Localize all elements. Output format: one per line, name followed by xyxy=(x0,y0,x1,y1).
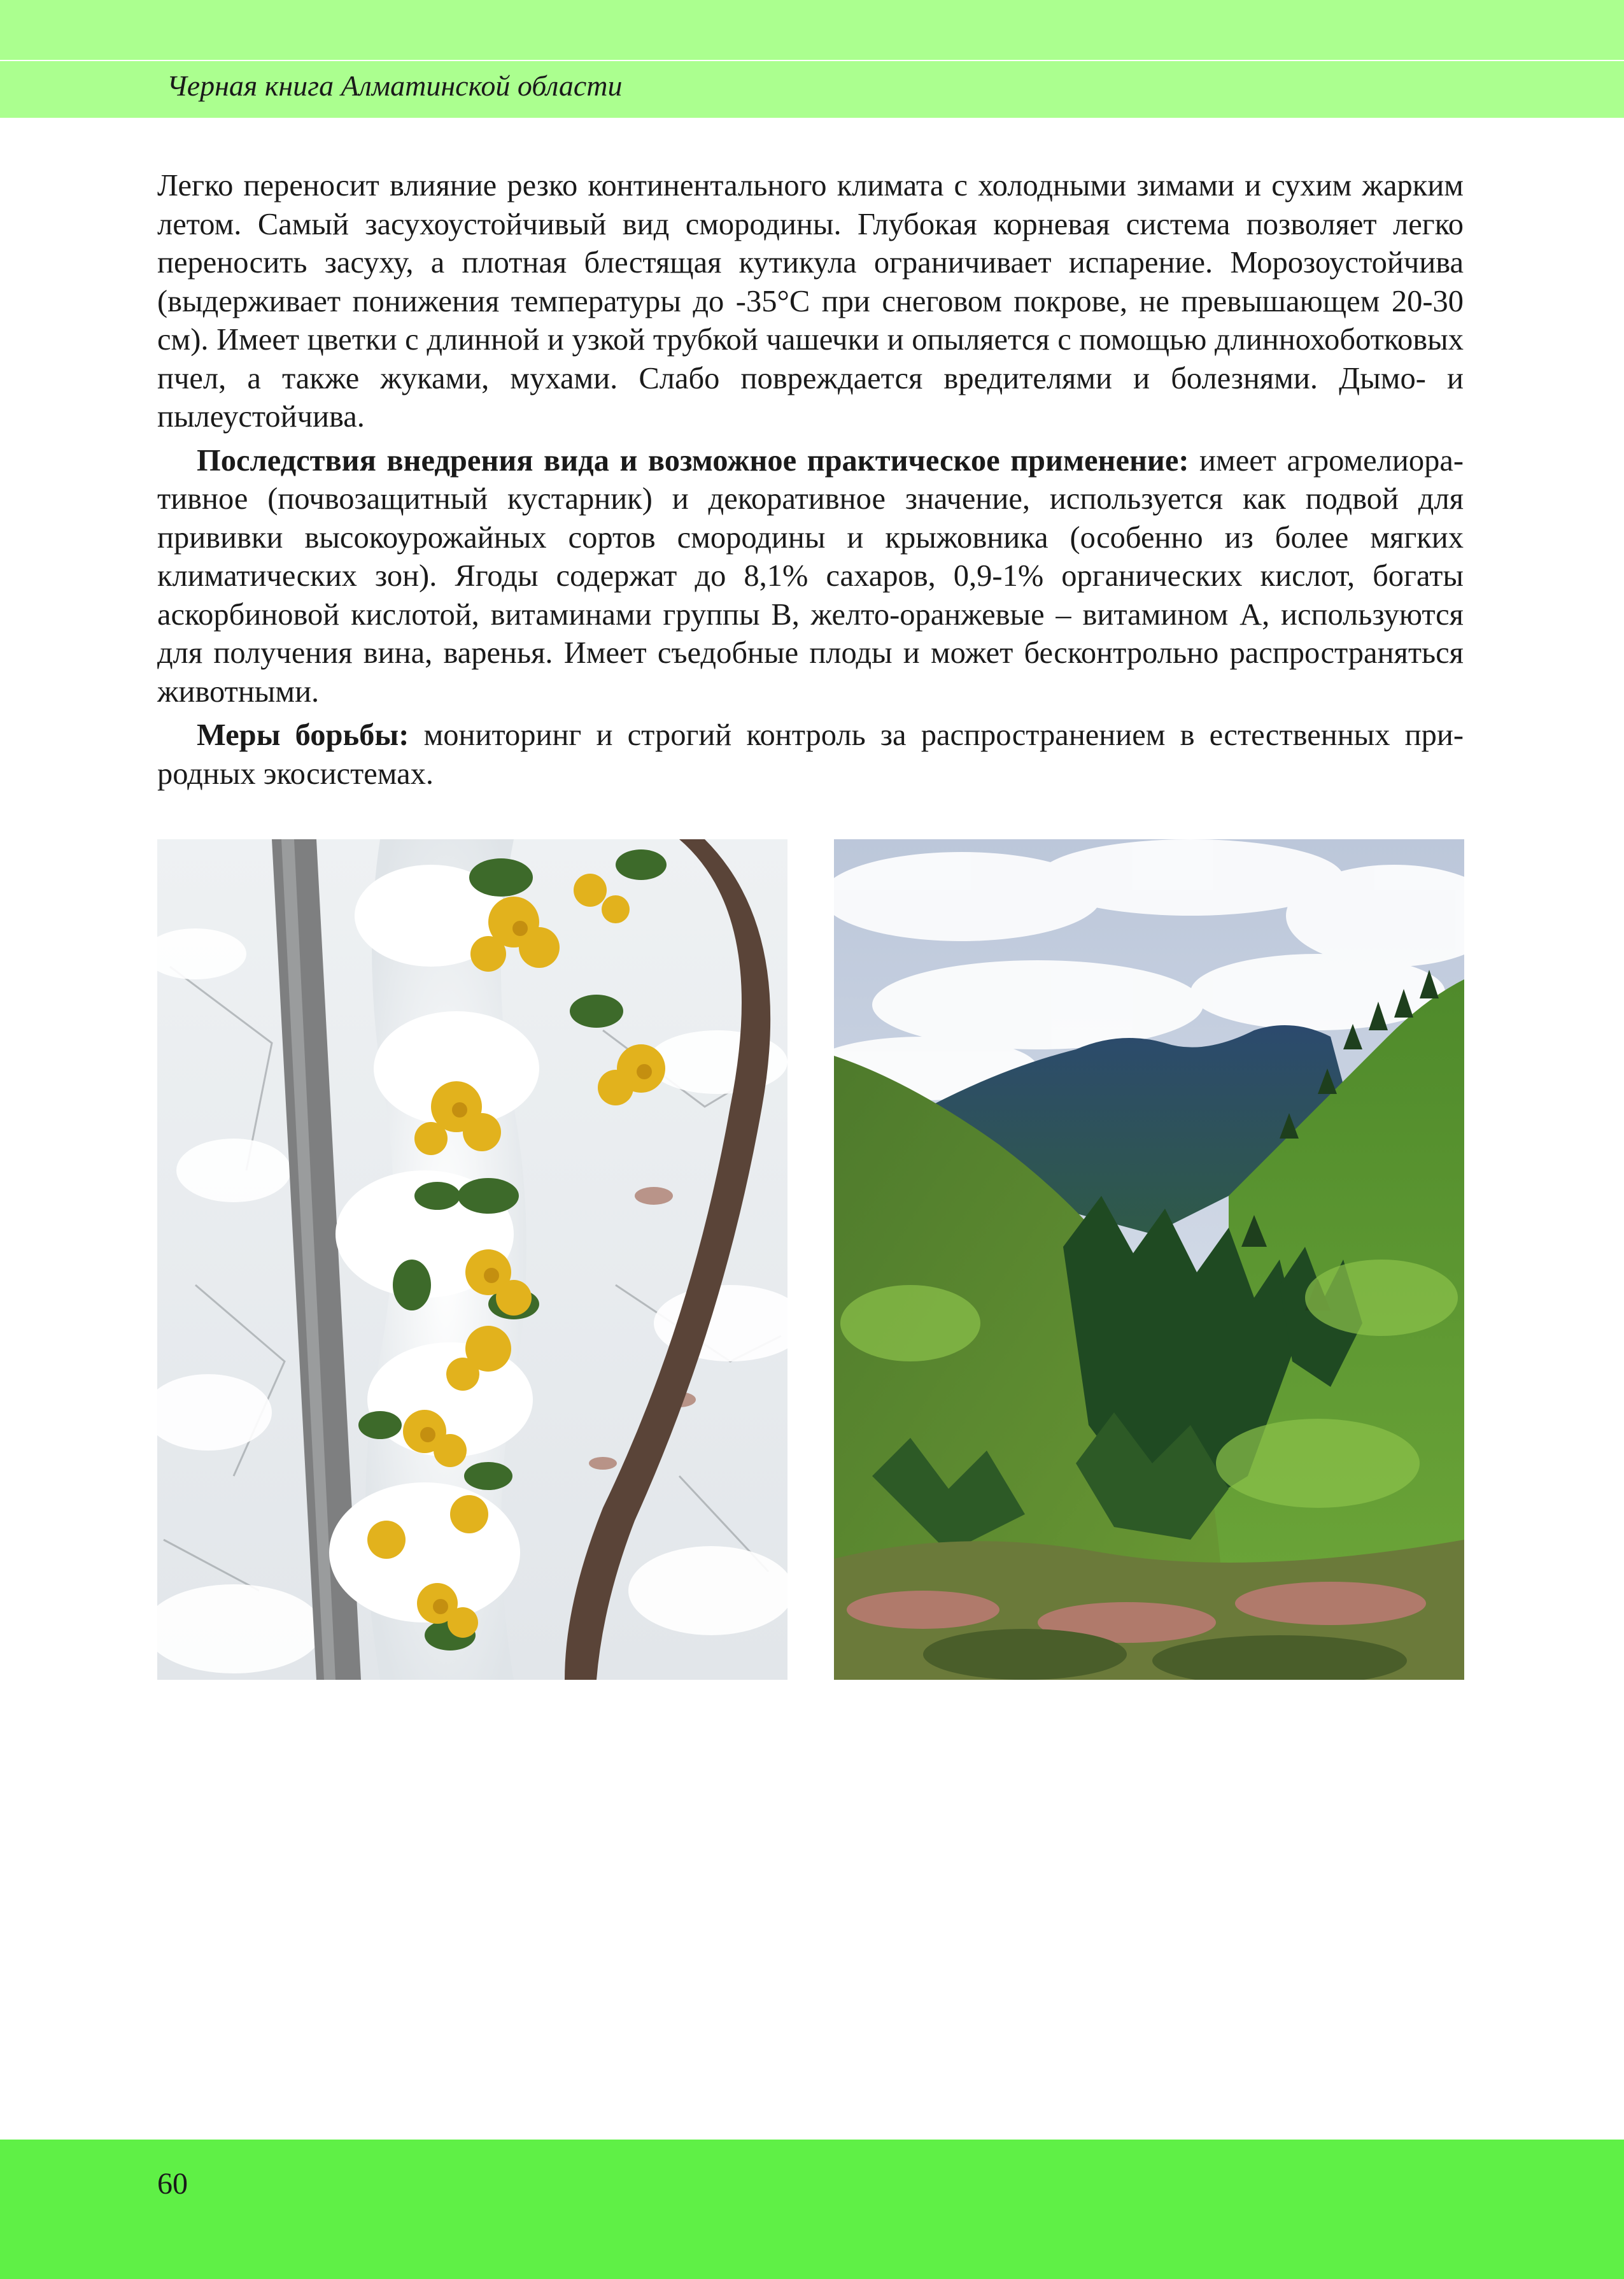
header-band xyxy=(0,0,1624,118)
paragraph-consequences-heading: Последствия внедрения вида и возможное практическое применение: xyxy=(197,443,1189,478)
photo-mountain-valley-icon xyxy=(834,839,1464,1680)
paragraph-control xyxy=(157,716,1464,793)
paragraph-control-heading: Меры борьбы: xyxy=(197,718,409,752)
photo-flowers-snow xyxy=(157,839,787,1680)
running-title: Черная книга Алматинской области xyxy=(167,69,623,102)
paragraph-consequences-text: имеет агромелиоративное (почвозащитный кустарник) и декоративное значение, используется как подвой для прививки высокоурожайных сортов смородины и крыжовника (особенно из более мягких климатических зон). Ягоды содержат до 8,1% сахаров, 0,9-1% органических кислот, богаты аскорбиновой кислотой, витаминами группы В, желто-оранжевые – витамином А, используются для получения вина, варенья. Имеет съедобные плоды и может бесконтрольно распространяться животными. xyxy=(157,443,1464,709)
footer-band xyxy=(0,2140,1624,2279)
paragraph-control-text: мониторинг и строгий контроль за распространением в естественных природных экосистемах. xyxy=(157,718,1464,791)
photo-mountain-valley xyxy=(834,839,1464,1680)
paragraph-biology: Легко переносит влияние резко континентального климата с холодными зимами и сухим жарким летом. Самый засухоустойчивый вид смородины. Глубокая корневая система позволяет легко переносить засуху, а плотная блестящая кутикула ограничивает испарение. Морозоустойчива (выдерживает понижения температуры до -35°С при снеговом покрове, не превышающем 20-30 см). Имеет цветки с длинной и узкой трубкой чашечки и опыляется с помощью длиннохоботковых пчел, а также жуками, мухами. Слабо повреждается вредителями и болезнями. Дымо- и пылеустойчива. xyxy=(157,169,1464,434)
photo-flowers-snow-icon xyxy=(157,839,787,1680)
header-divider xyxy=(0,60,1624,61)
paragraph-consequences xyxy=(157,442,1464,712)
body-text xyxy=(157,167,1464,799)
page-number: 60 xyxy=(157,2167,188,2201)
